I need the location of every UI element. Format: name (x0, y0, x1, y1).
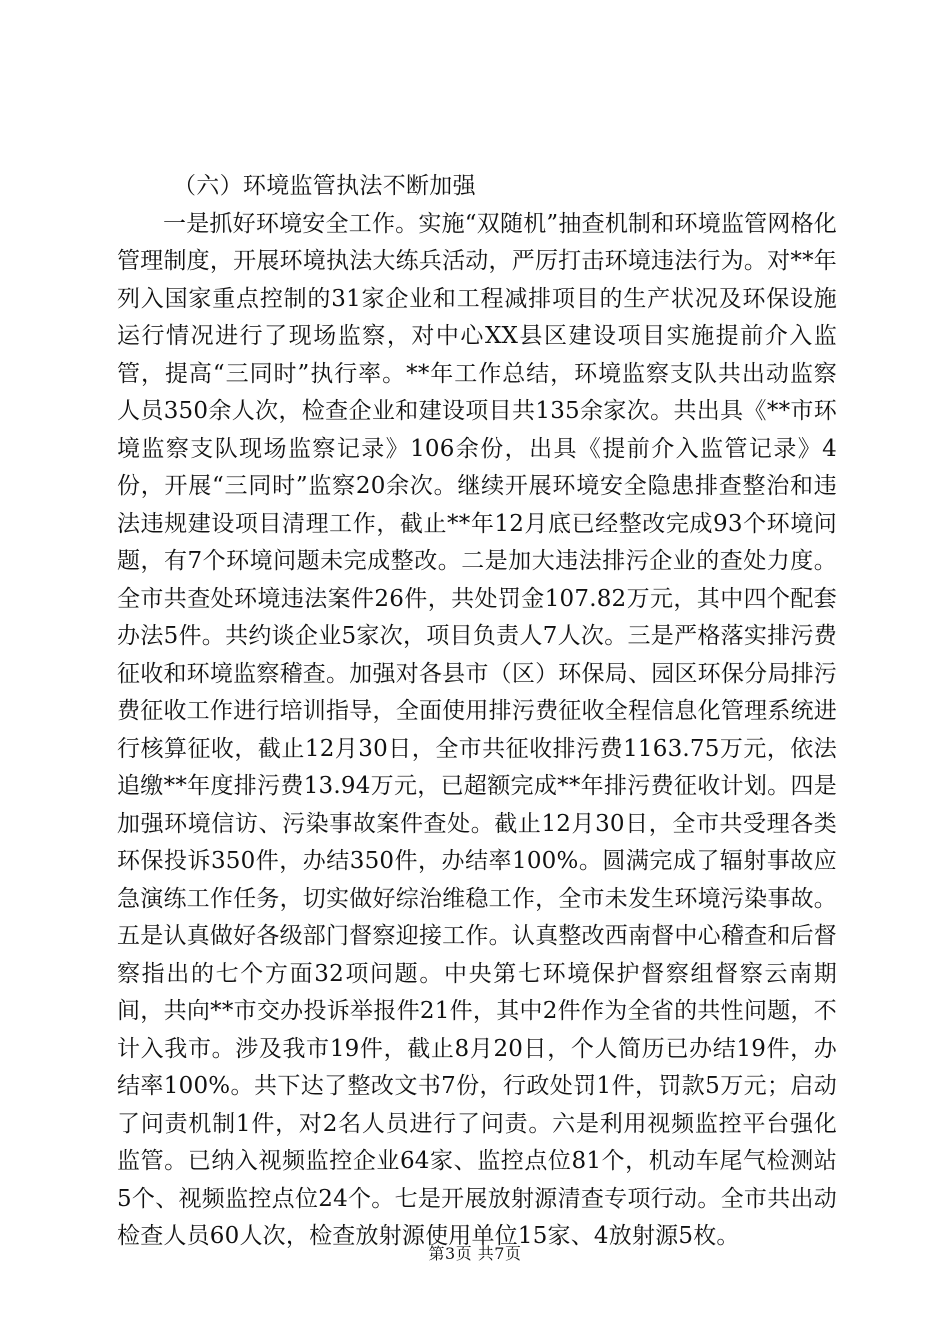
body-paragraph: 一是抓好环境安全工作。实施“双随机”抽查机制和环境监管网格化管理制度，开展环境执法大练兵活动，严厉打击环境违法行为。对**年列入国家重点控制的31家企业和工程减排项目的生产状况及环保设施运行情况进行了现场监察，对中心XX县区建设项目实施提前介入监管，提高“三同时”执行率。**年工作总结，环境监察支队共出动监察人员350余人次，检查企业和建设项目共135余家次。共出具《**市环境监察支队现场监察记录》106余份，出具《提前介入监管记录》4份，开展“三同时”监察20余次。继续开展环境安全隐患排查整治和违法违规建设项目清理工作，截止**年12月底已经整改完成93个环境问题，有7个环境问题未完成整改。二是加大违法排污企业的查处力度。全市共查处环境违法案件26件，共处罚金107.82万元，其中四个配套办法5件。共约谈企业5家次，项目负责人7人次。三是严格落实排污费征收和环境监察稽查。加强对各县市（区）环保局、园区环保分局排污费征收工作进行培训指导，全面使用排污费征收全程信息化管理系统进行核算征收，截止12月30日，全市共征收排污费1163.75万元，依法追缴**年度排污费13.94万元，已超额完成**年排污费征收计划。四是加强环境信访、污染事故案件查处。截止12月30日，全市共受理各类环保投诉350件，办结350件，办结率100%。圆满完成了辐射事故应急演练工作任务，切实做好综治维稳工作，全市未发生环境污染事故。五是认真做好各级部门督察迎接工作。认真整改西南督中心稽查和后督察指出的七个方面32项问题。中央第七环境保护督察组督察云南期间，共向**市交办投诉举报件21件，其中2件作为全省的共性问题，不计入我市。涉及我市19件，截止8月20日，个人简历已办结19件，办结率100%。共下达了整改文书7份，行政处罚1件，罚款5万元；启动了问责机制1件，对2名人员进行了问责。六是利用视频监控平台强化监管。已纳入视频监控企业64家、监控点位81个，机动车尾气检测站5个、视频监控点位24个。七是开展放射源清查专项行动。全市共出动检查人员60人次，检查放射源使用单位15家、4放射源5枚。 (117, 210, 837, 1249)
document-content (117, 168, 837, 1256)
page-footer: 第3页 共7页 (428, 1244, 522, 1263)
section-heading: （六）环境监管执法不断加强 (173, 173, 476, 199)
